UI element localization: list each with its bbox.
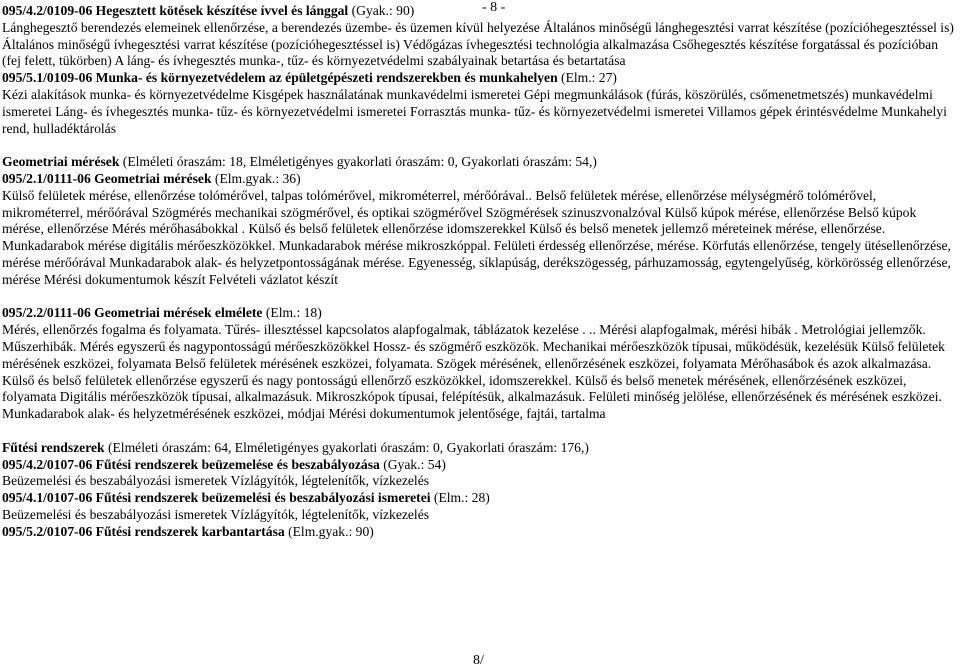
section-text-safety: Kézi alakítások munka- és környezetvédelme Kisgépek használatának munkavédelmi ismeretei Gépi megmunkálások (fúrás, köszörülés, csőmenetmetszés) munkavédelmi ismeretei Láng- és ívhegesztés munka- tűz- és környezetvédelmi ismeretei Forrasztás munka- tűz- és környezetvédelmi ismeretei Villamos gépek érintésvédelme Munkahelyi rend, hulladéktárolás xyxy=(2,86,947,136)
section-text-heating-knowledge: Beüzemelési és beszabályozási ismeretek Vízlágyítók, légtelenítők, vízkezelés xyxy=(2,506,430,522)
section-text-geo-practice: Külső felületek mérése, ellenőrzése tolómérővel, talpas tolómérővel, mikrométerrel, mérőórával.. Belső felületek mérése, ellenőrzése mélységmérő tolómérővel, mikrométerrel, mérőórával Szögmérés mechanikai szögmérővel, és optikai szögmérővel Szögmérések szinuszvonalzóval Külső kúpok mérése, ellenőrzése Belső kúpok mérése, ellenőrzése Mérés mérőhasábokkal . Külső és belső felületek ellenőrzése idomszerekkel Külső és belső menetek jellemző méreteinek mérése, ellenőrzése. Munkadarabok mérése digitális mérőeszközökkel. Munkadarabok mérése mikroszkóppal. Felületi érdesség ellenőrzése, mérése. Körfutás ellenőrzése, tengely ütésellenőrzése, mérése mérőórával Munkadarabok alak- és helyzetpontosságának mérése. Egyenesség, síklapúság, derékszögesség, párhuzamosság, egytengelyűség, körkörösség ellenőrzése, mérése Mérési dokumentumok készít Felvételi vázlatot készít xyxy=(2,187,951,287)
section-code: 095/4.2/0109-06 Hegesztett kötések készítése ívvel és lánggal xyxy=(2,3,349,18)
section-hours: (Elm.: 18) xyxy=(262,305,322,321)
section-heading-safety xyxy=(2,70,957,87)
section-heading-geo-practice xyxy=(2,171,957,188)
module-title: Fűtési rendszerek xyxy=(2,439,105,455)
section-title: 095/2.1/0111-06 Geometriai mérések xyxy=(2,170,212,186)
spacer xyxy=(2,289,957,306)
page-footer: 8/ xyxy=(473,653,484,668)
page-number: - 8 - xyxy=(482,0,506,15)
section-heading-heating-maintenance xyxy=(2,524,957,541)
section-hours: (Elm.gyak.: 90) xyxy=(284,523,374,539)
section-hours: (Elm.gyak.: 36) xyxy=(211,170,301,186)
section-text-heating-commissioning: Beüzemelési és beszabályozási ismeretek Vízlágyítók, légtelenítők, vízkezelés xyxy=(2,473,430,489)
section-title: 095/5.1/0109-06 Munka- és környezetvédelem az épületgépészeti rendszerekben és munkahelyen xyxy=(2,70,558,86)
module-hours: (Elméleti óraszám: 18, Elméletigényes gyakorlati óraszám: 0, Gyakorlati óraszám: 54,) xyxy=(119,154,597,170)
document-body xyxy=(2,3,957,541)
section-hours: (Elm.: 27) xyxy=(557,70,617,86)
section-hours: (Elm.: 28) xyxy=(430,490,490,506)
section-heading-geo-theory xyxy=(2,305,957,322)
section-title: 095/4.2/0107-06 Fűtési rendszerek beüzemelése és beszabályozása xyxy=(2,456,380,472)
spacer xyxy=(2,137,957,154)
module-title: Geometriai mérések xyxy=(2,154,120,170)
section-title: 095/4.1/0107-06 Fűtési rendszerek beüzemelési és beszabályozási ismeretei xyxy=(2,490,431,506)
section-hours: (Gyak.: 54) xyxy=(379,456,446,472)
section-hours: (Gyak.: 90) xyxy=(348,3,415,18)
section-heading-welding xyxy=(2,3,957,20)
section-text-geo-theory: Mérés, ellenőrzés fogalma és folyamata. Tűrés- illesztéssel kapcsolatos alapfogalmak, táblázatok kezelése . .. Mérési alapfogalmak, mérési hibák . Metrológiai jellemzők. Műszerhibák. Mérés egyszerű és nagypontosságú mérőeszközökkel Hossz- és szögmérő eszközök. Mechanikai mérőeszközök típusai, működésük, kezelésük Külső felületek mérésének eszközei, folyamata Belső felületek mérésének eszközei, folyamata. Szögek mérésének, ellenőrzésének eszközei, folyamata Mérőhasábok és azok alkalmazása. Külső és belső felületek ellenőrzése egyszerű és nagy pontosságú ellenőrző eszközökkel, idomszerekkel. Külső és belső menetek mérésének, ellenőrzésének eszközei, folyamata Digitális mérőeszközök típusai, alkalmazásuk. Mikroszkópok típusai, felépítésük, alkalmazásuk. Felületi minőség jelölése, ellenőrzésének és mérésének eszközei. Munkadarabok alak- és helyzetmérésének eszközei, módjai Mérési dokumentumok jelentősége, fajtái, tartalma xyxy=(2,322,945,422)
module-hours: (Elméleti óraszám: 64, Elméletigényes gyakorlati óraszám: 0, Gyakorlati óraszám: 176,) xyxy=(104,439,589,455)
section-text-welding: Lánghegesztő berendezés elemeinek ellenőrzése, a berendezés üzembe- és üzemen kívül helyezése Általános minőségű lánghegesztési varrat készítése (pozícióhegesztéssel is) Általános minőségű ívhegesztési varrat készítése (pozícióhegesztéssel is) Védőgázas ívhegesztési technológia alkalmazása Csőhegesztés készítése forgatással és pozícióban (fej felett, tükörben) A láng- és ívhegesztés munka-, tűz- és környezetvédelmi szabályainak betartása és betartatása xyxy=(2,19,954,69)
module-heading-geometric xyxy=(2,154,957,171)
section-heading-heating-commissioning xyxy=(2,457,957,474)
module-heading-heating xyxy=(2,440,957,457)
spacer xyxy=(2,423,957,440)
section-title: 095/2.2/0111-06 Geometriai mérések elmélete xyxy=(2,305,263,321)
section-title: 095/5.2/0107-06 Fűtési rendszerek karbantartása xyxy=(2,523,285,539)
section-heading-heating-knowledge xyxy=(2,490,957,507)
